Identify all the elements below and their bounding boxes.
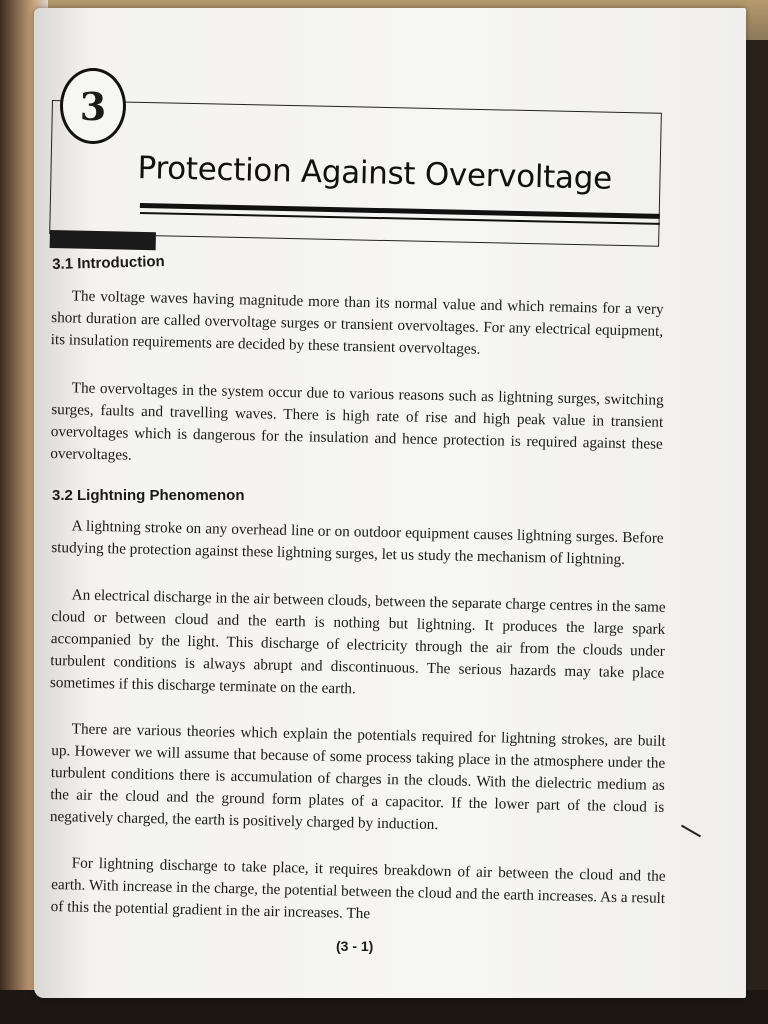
paragraph: For lightning discharge to take place, it requires breakdown of air between the cloud and the earth. With increase in the charge, the potential between the cloud and the earth increases. As a result of this the potential gradient in the air increases. The bbox=[50, 854, 666, 923]
chapter-number: 3 bbox=[79, 83, 107, 129]
paragraph: The voltage waves having magnitude more than its normal value and which remains for a very short duration are called overvoltage surges or transient overvoltages. For any electrical equipment, its insulation requirements are decided by these transient overvoltages. bbox=[50, 287, 664, 358]
section-heading-introduction: 3.1 Introduction bbox=[52, 253, 165, 273]
page-number: (3 - 1) bbox=[336, 938, 374, 954]
chapter-title: Protection Against Overvoltage bbox=[137, 150, 613, 197]
paragraph: There are various theories which explain the potentials required for lightning strokes, are built up. However we will assume that because of some process taking place in the atmosphere under the turbulent conditions there is accumulation of charges in the clouds. With the dielectric medium as the air the cloud and the ground form plates of a capacitor. If the lower part of the cloud is negatively charged, the earth is positively charged by induction. bbox=[49, 720, 666, 834]
paragraph: The overvoltages in the system occur due to various reasons such as lightning surges, switching surges, faults and travelling waves. There is high rate of rise and high peak value in transient overvoltages which is dangerous for the insulation and hence protection is required against these overvoltages. bbox=[50, 379, 664, 464]
chapter-number-badge bbox=[60, 68, 126, 144]
paragraph: A lightning stroke on any overhead line or on outdoor equipment causes lightning surges. Before studying the protection against these lightning surges, let us study the mechanism of lightning. bbox=[51, 517, 664, 569]
section-heading-lightning: 3.2 Lightning Phenomenon bbox=[52, 487, 245, 504]
title-accent-bar bbox=[50, 230, 156, 250]
paragraph: An electrical discharge in the air between clouds, between the separate charge centres in the same cloud or between cloud and the earth is nothing but lightning. It produces the large spark accompanied by the light. This discharge of electricity through the air from the clouds under turbulent conditions is always abrupt and discontinuous. The serious hazards may take place sometimes if this discharge terminate on the earth. bbox=[49, 586, 666, 698]
